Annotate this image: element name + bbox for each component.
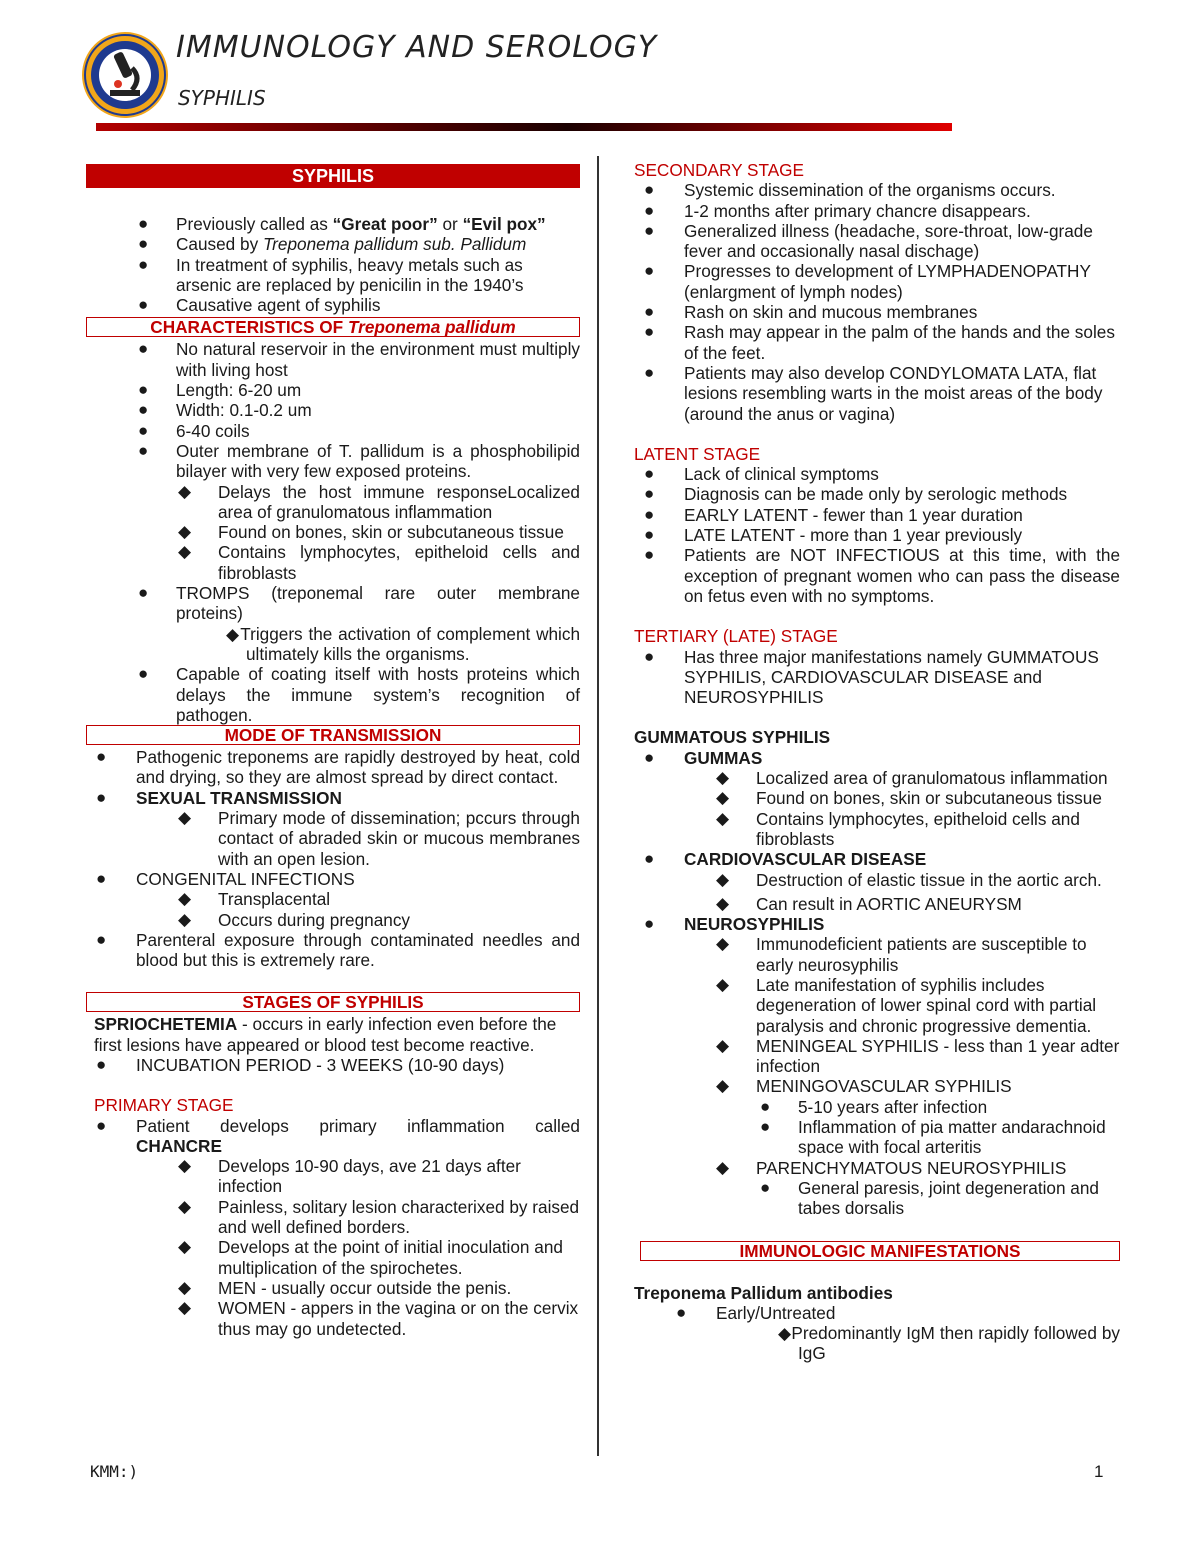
list-item [634,302,1120,322]
sub-sub-item [634,1178,1120,1219]
list-item [634,180,1120,200]
antibodies-list [634,1303,1120,1364]
item-bold: CHANCRE [136,1135,222,1156]
bullet-icon: ● [644,504,655,524]
sub-item [86,1197,580,1238]
intro-text: Caused by [176,234,263,255]
bullet-icon: ● [138,234,149,254]
sub-item [634,975,1120,1036]
bullet-icon: ● [138,295,149,315]
mode-of-transmission-heading: MODE OF TRANSMISSION [86,725,580,745]
diamond-icon: ◆ [716,974,730,994]
gummatous-list [634,748,1120,1219]
intro-text: In treatment of syphilis, heavy metals such as arsenic are replaced by penicilin in the 1940’s [176,254,524,295]
bullet-icon: ● [138,440,149,460]
item-text: MENINGEAL SYPHILIS - less than 1 year adter infection [756,1035,1120,1077]
diamond-icon: ◆ [178,542,192,562]
diamond-icon: ◆ [716,788,730,808]
bullet-icon: ● [96,929,107,949]
list-item [86,295,580,315]
bullet-icon: ● [138,583,149,603]
list-item [86,421,580,441]
sub-item [86,1156,580,1197]
item-text: 1-2 months after primary chancre disappears. [684,200,1031,221]
bullet-icon: ● [96,1054,107,1074]
item-text: Length: 6-20 um [176,380,302,401]
item-text: Pathogenic treponems are rapidly destroyed by heat, cold and drying, so they are almost spread by direct contact. [136,747,580,788]
list-item [86,214,580,234]
item-text: Inflammation of pia matter andarachnoid space with focal arteritis [798,1117,1106,1158]
item-text: Develops at the point of initial inoculation and multiplication of the spirochetes. [218,1237,563,1278]
sub-item [634,934,1120,975]
bullet-icon: ● [644,362,655,382]
bullet-icon: ● [760,1096,771,1116]
spirochetemia-term: SPRIOCHETEMIA [94,1014,238,1035]
sub-item [634,768,1120,788]
list-item [634,914,1120,934]
footer-initials: KMM:) [90,1462,139,1481]
list-item [86,380,580,400]
list-item [634,363,1120,424]
diamond-icon: ◆ [178,1156,192,1176]
list-item [634,261,1120,302]
list-item [86,1055,580,1075]
sub-item [86,889,580,909]
sub-item [86,542,580,583]
diamond-icon: ◆ [716,808,730,828]
intro-text: or [437,214,463,234]
item-text: CONGENITAL INFECTIONS [136,868,355,889]
diamond-icon: ◆ [178,481,192,501]
item-text: Patients may also develop CONDYLOMATA LATA, flat lesions resembling warts in the moist areas of the body (around the anus or vagina) [684,362,1103,424]
diamond-icon: ◆ [716,1157,730,1177]
list-item [634,1303,1120,1323]
bullet-icon: ● [644,646,655,666]
right-column [634,160,1120,1364]
item-text: Late manifestation of syphilis includes degeneration of lower spinal cord with partial paralysis and chronic progressive dementia. [756,974,1097,1036]
list-item [634,322,1120,363]
spacer [634,606,1120,626]
intro-text: Previously called as [176,214,333,234]
list-item [86,1116,580,1157]
bullet-icon: ● [644,747,655,767]
bullet-icon: ● [138,254,149,274]
sub-item [86,482,580,523]
bullet-icon: ● [760,1117,771,1137]
intro-bold: “Great poor” [332,214,438,234]
item-text: Patient develops primary inflammation called [136,1115,580,1136]
item-text: INCUBATION PERIOD - 3 WEEKS (10-90 days) [136,1054,505,1075]
diamond-icon: ◆ [716,893,730,913]
list-item [634,525,1120,545]
list-item [86,255,580,296]
item-text: Capable of coating itself with hosts proteins which delays the immune system’s recognition of pathogen. [176,664,580,725]
spacer [634,1219,1120,1239]
sub-sub-item [634,1097,1120,1117]
diamond-icon: ◆ [178,1237,192,1257]
incubation-list [86,1055,580,1075]
item-text: Contains lymphocytes, epitheloid cells and fibroblasts [218,542,580,583]
list-item [634,221,1120,262]
spacer [86,1075,580,1095]
bullet-icon: ● [138,400,149,420]
list-item [86,234,580,254]
list-item [634,201,1120,221]
bullet-icon: ● [96,787,107,807]
diamond-icon: ◆ [178,808,192,828]
sub-item [86,1298,580,1339]
item-text: LATE LATENT - more than 1 year previously [684,525,1023,546]
diamond-icon: ◆ [716,869,730,889]
tertiary-stage-heading: TERTIARY (LATE) STAGE [634,626,838,647]
item-text: Generalized illness (headache, sore-throat, low-grade fever and occasionally nasal dischage) [684,220,1093,262]
item-text: Primary mode of dissemination; pccurs through contact of abraded skin or mucous membranes with an open lesion. [218,808,580,869]
secondary-stage-heading: SECONDARY STAGE [634,160,805,180]
item-text: Systemic dissemination of the organisms occurs. [684,180,1056,201]
item-text: MEN - usually occur outside the penis. [218,1277,512,1298]
item-text: Transplacental [218,889,331,910]
secondary-stage-list [634,180,1120,424]
item-text: Contains lymphocytes, epitheloid cells and fibroblasts [756,808,1080,849]
sub-item [634,870,1120,890]
diamond-icon: ◆ [716,768,730,788]
bullet-icon: ● [138,420,149,440]
latent-stage-list [634,464,1120,606]
bullet-icon: ● [644,261,655,281]
item-text: Early/Untreated [716,1302,836,1323]
tertiary-stage-list [634,647,1120,708]
spirochetemia-paragraph [86,1014,580,1055]
stages-heading: STAGES OF SYPHILIS [86,992,580,1012]
bullet-icon: ● [96,747,107,767]
sub-item [634,1158,1120,1178]
item-text: Develops 10-90 days, ave 21 days after infection [218,1156,521,1197]
primary-stage-heading: PRIMARY STAGE [94,1095,234,1116]
sub-item [86,522,580,542]
item-text: Rash on skin and mucous membranes [684,302,978,323]
bullet-icon: ● [138,664,149,684]
item-text: Immunodeficient patients are susceptible to early neurosyphilis [756,934,1087,975]
bullet-icon: ● [760,1177,771,1197]
item-bold: GUMMAS [684,747,763,768]
list-item [634,464,1120,484]
intro-bold: “Evil pox” [462,214,546,234]
item-text: Occurs during pregnancy [218,909,411,930]
list-item [634,748,1120,768]
spacer [634,1263,1120,1283]
intro-list [86,214,580,315]
item-text: Triggers the activation of complement which ultimately kills the organisms. [240,623,581,664]
gummatous-heading [634,727,1120,747]
left-column [86,160,580,1339]
bullet-icon: ● [644,180,655,200]
spacer [86,970,580,990]
item-text: Parenteral exposure through contaminated needles and blood but this is extremely rare. [136,929,580,971]
bullet-icon: ● [644,914,655,934]
item-text: Found on bones, skin or subcutaneous tissue [218,522,564,543]
diamond-icon: ◆ [778,1323,792,1344]
item-text: Painless, solitary lesion characterixed by raised and well defined borders. [218,1196,580,1238]
item-text: MENINGOVASCULAR SYPHILIS [756,1076,1012,1097]
sub-item [86,624,580,665]
spirochetemia-text: - occurs in early infection even before the first lesions have appeared or blood test become reactive. [94,1014,557,1055]
list-item [634,545,1120,606]
sub-item [86,808,580,869]
diamond-icon: ◆ [178,1298,192,1318]
item-text: Destruction of elastic tissue in the aortic arch. [756,869,1102,890]
sub-item [634,1323,1120,1364]
tp-antibodies-heading [634,1283,1120,1303]
latent-stage-heading: LATENT STAGE [634,443,761,464]
list-item [634,484,1120,504]
bullet-icon: ● [138,214,149,233]
header-rule [96,123,952,131]
diamond-icon: ◆ [178,1196,192,1216]
list-item [86,788,580,808]
list-item [634,505,1120,525]
list-item [86,583,580,624]
sub-item [86,1237,580,1278]
item-bold: NEUROSYPHILIS [684,914,825,935]
document-subtitle: SYPHILIS [178,86,266,110]
heading-bold: Treponema Pallidum antibodies [634,1282,893,1303]
list-item [634,647,1120,708]
diamond-icon: ◆ [178,1277,192,1297]
microscope-seal-logo [80,30,170,120]
bullet-icon: ● [96,868,107,888]
bullet-icon: ● [644,464,655,484]
page-header [0,0,1200,140]
bullet-icon: ● [644,322,655,342]
spacer [634,424,1120,444]
item-text: Can result in AORTIC ANEURYSM [756,893,1022,914]
item-text: Width: 0.1-0.2 um [176,400,312,421]
bullet-icon: ● [644,220,655,240]
sub-sub-item [634,1117,1120,1158]
item-text: Rash may appear in the palm of the hands and the soles of the feet. [684,322,1115,363]
item-text: Has three major manifestations namely GUMMATOUS SYPHILIS, CARDIOVASCULAR DISEASE and NEUROSYPHILIS [684,646,1099,708]
column-divider [597,156,599,1456]
item-text: 6-40 coils [176,420,250,441]
bullet-icon: ● [644,525,655,545]
diamond-icon: ◆ [178,889,192,909]
characteristics-heading [86,317,580,337]
heading-italic: Treponema pallidum [347,317,516,338]
bullet-icon: ● [138,339,149,359]
item-text: Diagnosis can be made only by serologic methods [684,484,1068,505]
intro-italic: Treponema pallidum sub. Pallidum [262,234,527,255]
list-item [634,849,1120,869]
sub-item [634,788,1120,808]
bullet-icon: ● [644,849,655,869]
heading-bold: GUMMATOUS SYPHILIS [634,727,831,748]
intro-text: Causative agent of syphilis [176,295,381,316]
item-text: Localized area of granulomatous inflammation [756,768,1108,789]
sub-item [86,1278,580,1298]
diamond-icon: ◆ [178,909,192,929]
diamond-icon: ◆ [716,1076,730,1096]
diamond-icon: ◆ [716,1035,730,1055]
spacer [634,707,1120,727]
list-item [86,747,580,788]
item-text: PARENCHYMATOUS NEUROSYPHILIS [756,1157,1067,1178]
item-text: Found on bones, skin or subcutaneous tissue [756,788,1102,809]
diamond-icon: ◆ [226,623,241,644]
bullet-icon: ● [96,1115,107,1135]
list-item [86,930,580,971]
heading-text: CHARACTERISTICS OF [150,317,348,338]
list-item [86,339,580,380]
page-number: 1 [1094,1462,1104,1481]
primary-stage-list [86,1116,580,1339]
sub-item [634,1036,1120,1077]
immunologic-manifestations-heading: IMMUNOLOGIC MANIFESTATIONS [640,1241,1120,1261]
list-item [86,869,580,889]
document-title: IMMUNOLOGY AND SEROLOGY [176,30,658,65]
item-text: Patients are NOT INFECTIOUS at this time, with the exception of pregnant women who can pass the disease on fetus even with no symptoms. [684,545,1120,606]
item-text: Progresses to development of LYMPHADENOPATHY (enlargment of lymph nodes) [684,261,1091,302]
list-item [86,400,580,420]
diamond-icon: ◆ [178,522,192,542]
item-text: No natural reservoir in the environment must multiply with living host [176,339,580,380]
sub-item [634,1076,1120,1096]
list-item [86,441,580,482]
sub-item [634,894,1120,914]
item-text: TROMPS (treponemal rare outer membrane proteins) [176,583,580,624]
item-text: General paresis, joint degeneration and tabes dorsalis [798,1177,1099,1219]
diamond-icon: ◆ [716,934,730,954]
item-text: Outer membrane of T. pallidum is a phosphobilipid bilayer with very few exposed proteins. [176,440,580,482]
item-bold: SEXUAL TRANSMISSION [136,787,342,808]
bullet-icon: ● [644,545,655,565]
syphilis-heading: SYPHILIS [86,164,580,188]
bullet-icon: ● [644,484,655,504]
item-text: WOMEN - appers in the vagina or on the cervix thus may go undetected. [218,1298,579,1339]
sub-item [86,910,580,930]
list-item [86,664,580,725]
item-text: 5-10 years after infection [798,1096,988,1117]
bullet-icon: ● [676,1302,687,1322]
item-text: Delays the host immune responseLocalized area of granulomatous inflammation [218,481,580,522]
bullet-icon: ● [138,380,149,400]
item-text: EARLY LATENT - fewer than 1 year duration [684,504,1023,525]
bullet-icon: ● [644,302,655,322]
transmission-list [86,747,580,970]
item-bold: CARDIOVASCULAR DISEASE [684,849,927,870]
item-text: Lack of clinical symptoms [684,464,879,485]
sub-item [634,809,1120,850]
bullet-icon: ● [644,200,655,220]
characteristics-list [86,339,580,725]
item-text: Predominantly IgM then rapidly followed by IgG [791,1323,1121,1364]
